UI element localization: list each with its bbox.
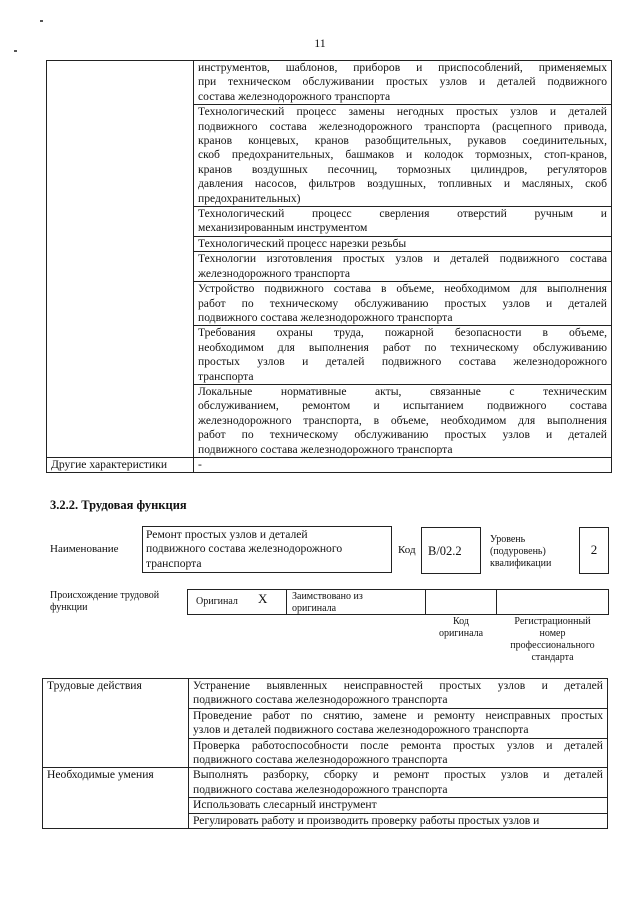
row-label bbox=[43, 798, 189, 813]
knowledge-row bbox=[47, 384, 612, 457]
level-label-line: (подуровень) bbox=[490, 546, 546, 557]
code-caption bbox=[425, 616, 497, 640]
original-cell bbox=[187, 589, 287, 615]
content-line: подвижного состава железнодорожного транспорта (расцепного привода, bbox=[198, 119, 607, 133]
content-line: состава железнодорожного транспорта bbox=[198, 89, 391, 103]
content-line: подвижного состава железнодорожного транспорта bbox=[193, 753, 448, 767]
knowledge-row bbox=[47, 61, 612, 105]
row-content bbox=[189, 768, 608, 798]
row-content bbox=[189, 798, 608, 813]
row-content bbox=[189, 813, 608, 828]
row-label bbox=[47, 236, 194, 251]
level-label bbox=[490, 534, 551, 570]
row-label bbox=[43, 738, 189, 768]
content-line: Технологический процесс нарезки резьбы bbox=[198, 236, 407, 250]
actions-skills-table bbox=[42, 678, 608, 829]
row-label bbox=[47, 207, 194, 237]
action-row bbox=[43, 708, 608, 738]
borrowed-cell bbox=[286, 589, 426, 615]
content-line: Выполнять разборку, сборку и ремонт простых узлов и деталей bbox=[193, 768, 603, 782]
row-content bbox=[194, 236, 612, 251]
row-label bbox=[47, 105, 194, 207]
knowledge-row bbox=[47, 207, 612, 237]
content-line: простых узлов и деталей подвижного состава железнодорожного bbox=[198, 355, 607, 369]
content-line: обслуживанием, ремонтом и испытанием подвижного состава bbox=[198, 399, 607, 413]
row-content bbox=[194, 282, 612, 326]
scan-speck bbox=[40, 20, 43, 22]
reg-caption-line: профессионального bbox=[510, 640, 595, 651]
row-content bbox=[194, 252, 612, 282]
content-line: транспорта bbox=[198, 369, 254, 383]
code-label: Код bbox=[398, 544, 416, 556]
page-number: 11 bbox=[314, 36, 326, 50]
row-content bbox=[189, 679, 608, 709]
original-code-cell bbox=[425, 589, 497, 615]
row-content bbox=[194, 457, 612, 472]
row-label: Трудовые действия bbox=[43, 679, 189, 709]
content-line: скоб предохранительных, башмаков и колодок тормозных, стоп-кранов, bbox=[198, 148, 607, 162]
knowledge-row bbox=[47, 457, 612, 472]
row-label bbox=[43, 708, 189, 738]
borrowed-label-line: оригинала bbox=[292, 603, 337, 614]
knowledge-row bbox=[47, 105, 612, 207]
content-line: узлов и деталей подвижного состава железнодорожного транспорта bbox=[193, 723, 529, 737]
borrowed-label bbox=[292, 591, 363, 615]
content-line: Проверка работоспособности после ремонта простых узлов и деталей bbox=[193, 738, 603, 752]
row-content bbox=[194, 326, 612, 385]
row-label: Необходимые умения bbox=[43, 768, 189, 798]
code-caption-line: Код bbox=[453, 616, 469, 627]
content-line: предохранительных) bbox=[198, 191, 301, 205]
row-content bbox=[189, 738, 608, 768]
content-line: Технологии изготовления простых узлов и деталей подвижного состава bbox=[198, 252, 607, 266]
reg-caption bbox=[496, 616, 609, 664]
function-name-line: Ремонт простых узлов и деталей bbox=[146, 528, 308, 541]
content-line: инструментов, шаблонов, приборов и приспособлений, применяемых bbox=[198, 61, 607, 74]
origin-label-line: функции bbox=[50, 602, 88, 613]
row-content bbox=[189, 708, 608, 738]
function-name-line: подвижного состава железнодорожного bbox=[146, 542, 343, 556]
content-line: Устранение выявленных неисправностей простых узлов и деталей bbox=[193, 679, 603, 692]
reg-caption-line: Регистрационный bbox=[514, 616, 591, 627]
content-line: Требования охраны труда, пожарной безопасности в объеме, bbox=[198, 326, 607, 340]
function-name-box bbox=[142, 526, 392, 573]
content-line: необходимом для выполнения работ по техническому обслуживанию bbox=[198, 340, 607, 354]
content-line: Регулировать работу и производить проверку работы простых узлов и bbox=[193, 813, 540, 827]
content-line: Проведение работ по снятию, замене и ремонту неисправных простых bbox=[193, 708, 603, 722]
content-line: при техническом обслуживании простых узлов и деталей подвижного bbox=[198, 75, 607, 89]
content-line: подвижного состава железнодорожного транспорта bbox=[198, 310, 453, 324]
content-line: работ по техническому обслуживанию простых узлов и деталей bbox=[198, 296, 607, 310]
knowledge-row bbox=[47, 282, 612, 326]
section-title: 3.2.2. Трудовая функция bbox=[50, 498, 187, 512]
row-label bbox=[47, 326, 194, 385]
original-mark: X bbox=[258, 591, 268, 606]
original-label: Оригинал bbox=[196, 596, 238, 607]
row-label bbox=[47, 384, 194, 457]
row-label bbox=[47, 282, 194, 326]
content-line: Локальные нормативные акты, связанные с техническим bbox=[198, 384, 607, 398]
action-row bbox=[43, 798, 608, 813]
code-value: В/02.2 bbox=[421, 527, 481, 574]
row-label bbox=[47, 252, 194, 282]
reg-caption-line: стандарта bbox=[531, 652, 574, 663]
action-row bbox=[43, 813, 608, 828]
reg-number-cell bbox=[496, 589, 609, 615]
code-caption-line: оригинала bbox=[438, 628, 484, 639]
row-label bbox=[47, 61, 194, 105]
level-value: 2 bbox=[579, 527, 609, 574]
row-content bbox=[194, 105, 612, 207]
row-content bbox=[194, 207, 612, 237]
action-row bbox=[43, 738, 608, 768]
reg-caption-line: номер bbox=[539, 628, 566, 639]
knowledge-row bbox=[47, 252, 612, 282]
content-line: работ по техническому обслуживанию простых узлов и деталей bbox=[198, 428, 607, 442]
origin-label bbox=[50, 590, 159, 614]
content-line: Технологический процесс сверления отверстий ручным и bbox=[198, 207, 607, 221]
content-line: давления насосов, фильтров воздушных, топливных и масляных, скоб bbox=[198, 177, 607, 191]
content-line: Устройство подвижного состава в объеме, необходимом для выполнения bbox=[198, 282, 607, 296]
name-label: Наименование bbox=[50, 543, 119, 555]
knowledge-table bbox=[46, 60, 612, 473]
row-label: Другие характеристики bbox=[47, 457, 194, 472]
content-line: Технологический процесс замены негодных простых узлов и деталей bbox=[198, 105, 607, 119]
action-row bbox=[43, 768, 608, 798]
row-content bbox=[194, 61, 612, 105]
content-line: подвижного состава железнодорожного транспорта bbox=[193, 782, 448, 796]
content-line: подвижного состава железнодорожного транспорта bbox=[193, 693, 448, 707]
content-line: кранов воздушных песочниц, тормозных цилиндров, регуляторов bbox=[198, 162, 607, 176]
level-label-line: Уровень bbox=[490, 534, 526, 545]
knowledge-row bbox=[47, 236, 612, 251]
content-line: кранов концевых, кранов разобщительных, рукавов соединительных, bbox=[198, 134, 607, 148]
action-row bbox=[43, 679, 608, 709]
borrowed-label-line: Заимствовано из bbox=[292, 591, 363, 602]
row-label bbox=[43, 813, 189, 828]
knowledge-row bbox=[47, 326, 612, 385]
origin-label-line: Происхождение трудовой bbox=[50, 590, 160, 601]
row-content bbox=[194, 384, 612, 457]
content-line: - bbox=[198, 457, 202, 471]
content-line: Использовать слесарный инструмент bbox=[193, 798, 377, 812]
content-line: механизированным инструментом bbox=[198, 221, 368, 235]
function-name-line: транспорта bbox=[146, 556, 202, 570]
content-line: подвижного состава железнодорожного транспорта bbox=[198, 442, 453, 456]
content-line: железнодорожного транспорта bbox=[198, 266, 350, 280]
level-label-line: квалификации bbox=[490, 558, 552, 569]
content-line: железнодорожного транспорта, в объеме, необходимом для выполнения bbox=[198, 413, 607, 427]
